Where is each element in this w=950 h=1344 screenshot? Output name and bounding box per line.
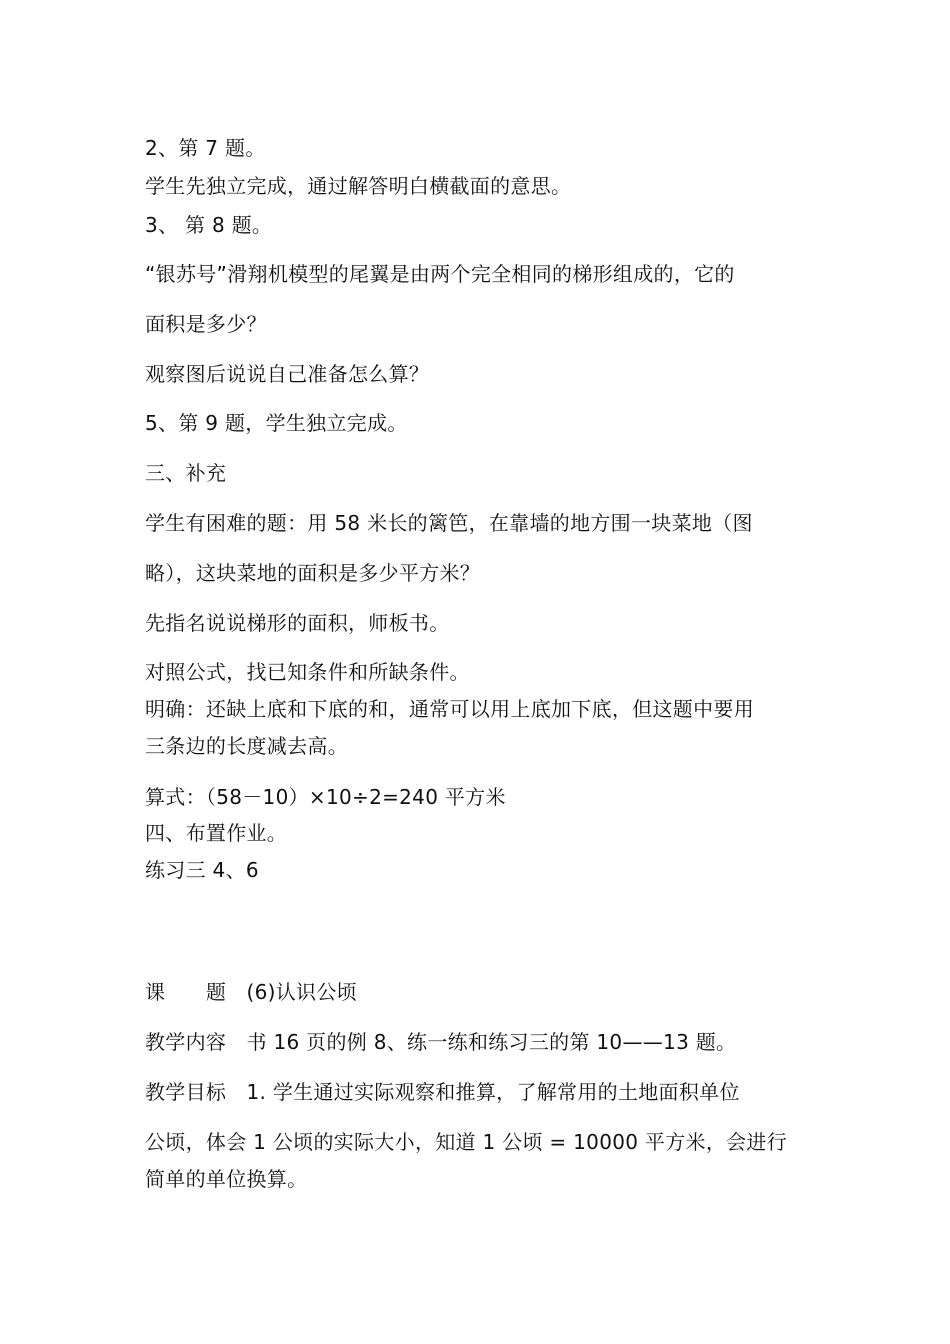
text-line: 观察图后说说自己准备怎么算？ [145, 362, 430, 386]
text-line: 学生先独立完成，通过解答明白横截面的意思。 [145, 174, 572, 198]
lesson-content: 教学内容 书 16 页的例 8、练一练和练习三的第 10——13 题。 [145, 1030, 737, 1054]
text-line: “银苏号”滑翔机模型的尾翼是由两个完全相同的梯形组成的，它的 [145, 262, 735, 286]
text-line: 三条边的长度减去高。 [145, 734, 348, 758]
text-line: 明确：还缺上底和下底的和，通常可以用上底加下底，但这题中要用 [145, 697, 754, 721]
text-line: 学生有困难的题：用 58 米长的篱笆，在靠墙的地方围一块菜地（图 [145, 511, 753, 535]
text-line: 先指名说说梯形的面积，师板书。 [145, 611, 450, 635]
text-line: 公顷，体会 1 公顷的实际大小，知道 1 公顷 = 10000 平方米，会进行 [145, 1130, 788, 1154]
text-line: 5、第 9 题，学生独立完成。 [145, 411, 408, 435]
text-line: 练习三 4、6 [145, 858, 259, 882]
formula-line: 算式：（58－10）×10÷2=240 平方米 [145, 785, 506, 809]
lesson-title: 课 题 (6)认识公顷 [145, 980, 357, 1004]
lesson-goal: 教学目标 1. 学生通过实际观察和推算，了解常用的土地面积单位 [145, 1080, 740, 1104]
text-line: 3、 第 8 题。 [145, 213, 273, 237]
text-line: 略），这块菜地的面积是多少平方米？ [145, 561, 481, 585]
text-line: 2、第 7 题。 [145, 136, 266, 160]
section-heading: 三、补充 [145, 461, 227, 485]
text-line: 简单的单位换算。 [145, 1167, 308, 1191]
text-line: 面积是多少？ [145, 312, 267, 336]
section-heading: 四、布置作业。 [145, 821, 288, 845]
text-line: 对照公式，找已知条件和所缺条件。 [145, 660, 470, 684]
